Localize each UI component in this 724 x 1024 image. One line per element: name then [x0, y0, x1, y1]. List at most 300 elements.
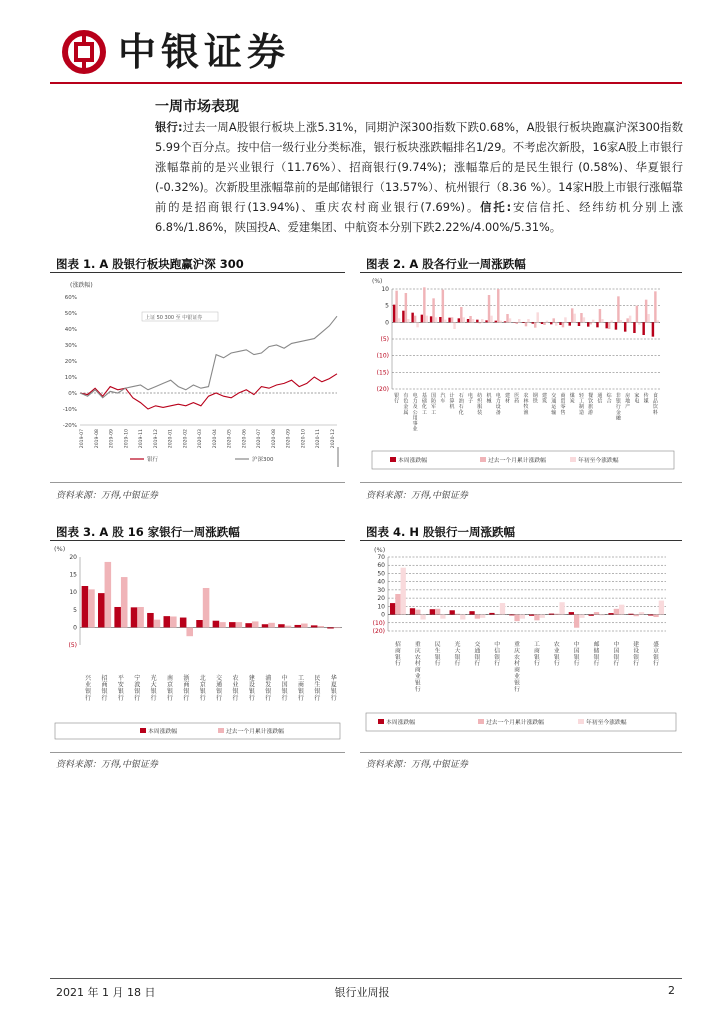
- fig2-bar: [472, 319, 474, 322]
- fig2-legend-swatch: [480, 457, 486, 462]
- fig3-legend-label: 本周涨跌幅: [148, 729, 177, 735]
- fig2-x-tick: 基础化工: [421, 393, 427, 416]
- figure1-x-tick: 2019-07: [80, 429, 85, 449]
- figure1-line-chart: [50, 275, 345, 475]
- fig2-bar: [467, 319, 469, 322]
- fig2-bar: [620, 320, 622, 322]
- fig4-bar: [469, 611, 474, 614]
- fig4-y-tick: 10: [377, 603, 385, 611]
- fig4-bar: [554, 614, 559, 615]
- fig3-x-tick: 南京银行: [167, 675, 174, 702]
- fig3-bar: [245, 623, 252, 627]
- figure1-x-tick: 2019-10: [124, 429, 130, 449]
- fig2-bar: [654, 291, 656, 322]
- fig3-bar: [252, 621, 259, 627]
- fig4-x-tick: 光大银行: [454, 642, 461, 668]
- fig2-x-tick: 国防军工: [431, 393, 437, 416]
- figure1-y-tick: 0%: [68, 391, 77, 397]
- figure1-x-tick: 2020-09: [286, 429, 292, 449]
- fig2-bar: [569, 322, 571, 325]
- figure1-x-tick: 2020-12: [331, 429, 336, 449]
- figure1-title: 图表 1. A 股银行板块跑赢沪深 300: [56, 257, 244, 271]
- fig2-bar: [442, 290, 444, 323]
- fig2-bar: [599, 309, 601, 322]
- fig4-y-tick: 60: [377, 562, 385, 570]
- fig3-x-tick: 中国银行: [281, 675, 288, 702]
- figure1-top-rule: [50, 272, 345, 273]
- fig2-bar: [626, 318, 628, 322]
- fig2-bar: [541, 322, 543, 324]
- fig4-bar: [549, 614, 554, 615]
- fig3-y-tick: 15: [69, 571, 77, 579]
- fig2-x-tick: 食品饮料: [652, 393, 658, 416]
- footer-rule: [50, 978, 682, 979]
- fig4-y-tick: 30: [377, 586, 385, 594]
- fig4-y-tick: 70: [377, 554, 385, 561]
- fig4-bar: [529, 615, 534, 616]
- fig3-x-tick: 平安银行: [117, 675, 124, 702]
- fig3-bar: [213, 621, 220, 628]
- fig2-bar: [608, 322, 610, 329]
- fig2-bar: [578, 322, 580, 326]
- figure2-unit: (%): [372, 278, 383, 285]
- fig4-y-tick: 50: [377, 570, 385, 578]
- fig4-y-tick: 0: [381, 611, 385, 619]
- fig2-bar: [657, 320, 659, 322]
- fig3-bar: [105, 562, 112, 627]
- figure3-legend-box: [55, 723, 340, 739]
- fig4-y-tick: (10): [372, 619, 385, 627]
- fig2-bar: [463, 317, 465, 322]
- fig4-x-tick: 盛京银行: [653, 642, 659, 668]
- fig4-bar: [648, 615, 653, 616]
- fig2-bar: [479, 322, 481, 323]
- figure1-legend-label: 沪深300: [252, 457, 274, 463]
- figure1-x-tick: 2020-03: [198, 429, 204, 449]
- market-summary-paragraph: [155, 118, 683, 238]
- fig2-legend-swatch: [390, 457, 396, 462]
- fig4-bar: [390, 603, 395, 614]
- fig2-bar: [435, 317, 437, 322]
- fig3-bar: [317, 626, 324, 627]
- fig3-bar: [170, 616, 177, 627]
- fig2-bar: [638, 322, 640, 324]
- fig2-legend-label: 本周涨跌幅: [398, 458, 427, 464]
- fig2-bar: [543, 322, 545, 325]
- fig2-bar: [636, 306, 638, 323]
- fig3-bar: [236, 622, 243, 627]
- fig2-bar: [506, 314, 508, 322]
- fig2-x-tick: 综合: [606, 393, 612, 405]
- fig3-y-tick: 0: [73, 624, 77, 632]
- fig2-bar: [550, 322, 552, 324]
- fig2-bar: [562, 322, 564, 327]
- fig4-x-tick: 交通银行: [474, 642, 481, 668]
- fig4-bar: [440, 615, 445, 619]
- figure1-x-tick: 2019-08: [94, 429, 100, 449]
- fig3-y-tick: 20: [69, 554, 77, 561]
- fig2-x-tick: 计算机: [449, 393, 455, 411]
- fig2-bar: [481, 319, 483, 322]
- fig4-bar: [653, 615, 658, 617]
- fig2-y-tick: (5): [380, 336, 389, 343]
- fig2-bar: [407, 319, 409, 322]
- fig2-bar: [596, 322, 598, 327]
- footer-page-number: 2: [668, 984, 675, 997]
- fig3-bar: [114, 607, 121, 627]
- fig2-bar: [645, 300, 647, 323]
- fig4-y-tick: 20: [377, 595, 385, 603]
- fig2-legend-swatch: [570, 457, 576, 462]
- fig4-y-tick: 40: [377, 578, 385, 586]
- fig2-bar: [504, 321, 506, 322]
- fig2-bar: [405, 293, 407, 322]
- fig2-bar: [629, 316, 631, 323]
- fig4-x-tick: 建设银行: [633, 642, 640, 668]
- fig2-x-tick: 商贸零售: [560, 393, 566, 416]
- fig4-bar: [579, 615, 584, 618]
- fig2-bar: [490, 316, 492, 323]
- fig3-x-tick: 交通银行: [216, 675, 223, 702]
- figure1-y-tick: 30%: [64, 343, 77, 349]
- figure2-title: 图表 2. A 股各行业一周涨跌幅: [366, 257, 526, 271]
- fig3-x-tick: 华夏银行: [330, 675, 337, 702]
- fig2-x-tick: 医药: [514, 393, 520, 405]
- fig3-x-tick: 浙商银行: [183, 675, 190, 702]
- fig2-bar: [426, 316, 428, 323]
- fig2-bar: [516, 322, 518, 324]
- fig4-bar: [589, 615, 594, 616]
- fig4-x-tick: 中信银行: [494, 642, 501, 668]
- fig2-x-tick: 餐饮旅游: [588, 393, 594, 416]
- figure3-bottom-rule: [50, 752, 345, 753]
- fig4-bar: [475, 615, 480, 619]
- fig2-y-tick: (10): [376, 352, 389, 360]
- fig2-x-tick: 煤炭: [569, 393, 575, 405]
- figure1-x-tick: 2020-06: [242, 429, 248, 449]
- fig3-y-tick: (5): [68, 642, 77, 649]
- fig2-bar: [624, 322, 626, 331]
- fig4-legend-swatch: [478, 719, 484, 724]
- fig3-bar: [164, 616, 171, 627]
- fig2-x-tick: 石油石化: [458, 393, 464, 416]
- figure4-top-rule: [360, 540, 682, 541]
- fig2-bar: [495, 321, 497, 323]
- fig2-bar: [469, 316, 471, 322]
- figure1-x-tick: 2020-11: [316, 429, 322, 449]
- fig4-bar: [489, 613, 494, 615]
- fig2-x-tick: 电子: [468, 393, 474, 405]
- fig3-x-tick: 民生银行: [314, 675, 321, 702]
- figure3-source: 资料来源：万得,中银证券: [56, 760, 158, 770]
- fig2-bar: [423, 287, 425, 322]
- fig4-bar: [480, 615, 485, 618]
- fig4-x-tick: 工商银行: [534, 642, 540, 668]
- fig3-bar: [88, 589, 95, 627]
- figure1-x-tick: 2020-02: [183, 429, 189, 449]
- fig3-x-tick: 宁波银行: [134, 675, 141, 702]
- fig2-bar: [555, 322, 557, 325]
- fig2-bar: [652, 322, 654, 336]
- fig3-bar: [186, 627, 193, 636]
- fig2-bar: [605, 322, 607, 328]
- section-title: 一周市场表现: [155, 99, 239, 115]
- fig4-bar: [639, 612, 644, 614]
- figure1-x-tick: 2020-10: [301, 429, 307, 449]
- fig4-bar: [559, 602, 564, 614]
- fig2-bar: [414, 316, 416, 323]
- fig2-bar: [518, 319, 520, 322]
- fig4-x-tick: 重庆农村商业银行: [414, 642, 421, 693]
- fig4-legend-label: 本周涨跌幅: [386, 720, 415, 726]
- fig2-bar: [458, 318, 460, 322]
- fig2-bar: [552, 318, 554, 322]
- fig2-x-tick: 轻工制造: [578, 393, 584, 416]
- fig4-bar: [435, 609, 440, 615]
- fig3-x-tick: 工商银行: [298, 675, 305, 702]
- trust-label: 信托:: [480, 201, 512, 214]
- fig3-bar: [121, 577, 128, 627]
- figure4-title: 图表 4. H 股银行一周涨跌幅: [366, 525, 516, 539]
- fig2-bar: [546, 321, 548, 323]
- figure3-unit: (%): [54, 545, 66, 553]
- fig2-bar: [416, 322, 418, 327]
- fig2-x-tick: 纺织服装: [477, 393, 483, 416]
- fig3-bar: [219, 622, 226, 627]
- fig3-x-tick: 兴业银行: [85, 675, 92, 702]
- fig3-bar: [180, 618, 187, 628]
- fig2-x-tick: 非银行金融: [615, 393, 621, 422]
- fig3-legend-label: 过去一个月累计涨跌幅: [226, 729, 284, 735]
- fig2-bar: [393, 305, 395, 323]
- figure1-x-tick: 2020-08: [271, 429, 277, 449]
- figure1-y-tick: 40%: [64, 327, 77, 333]
- figure2-bar-chart: [360, 275, 682, 475]
- fig2-bar: [610, 320, 612, 322]
- fig4-legend-swatch: [378, 719, 384, 724]
- fig2-x-tick: 钢铁: [532, 393, 538, 405]
- fig4-x-tick: 重庆农村商业银行: [514, 642, 520, 693]
- fig4-bar: [500, 603, 505, 615]
- fig2-bar: [573, 314, 575, 323]
- fig2-x-tick: 银行: [394, 393, 400, 405]
- fig2-x-tick: 建材: [505, 393, 511, 405]
- figure1-y-tick: 10%: [64, 375, 77, 381]
- fig4-bar: [460, 615, 465, 620]
- fig2-bar: [476, 320, 478, 323]
- figure1-bottom-rule: [50, 482, 345, 483]
- fig2-bar: [402, 311, 404, 323]
- fig2-legend-label: 过去一个月累计涨跌幅: [488, 458, 546, 464]
- fig2-bar: [534, 322, 536, 327]
- figure2-bottom-rule: [360, 482, 682, 483]
- fig4-legend-label: 年初至今涨跌幅: [586, 720, 627, 726]
- fig4-bar: [395, 594, 400, 615]
- fig4-bar: [574, 615, 579, 628]
- fig3-bar: [82, 586, 89, 627]
- fig2-bar: [532, 322, 534, 323]
- fig2-bar: [485, 320, 487, 322]
- fig2-x-tick: 电力及公用事业: [412, 393, 418, 433]
- fig4-bar: [450, 610, 455, 614]
- fig2-y-tick: 10: [381, 286, 389, 293]
- fig4-bar: [659, 601, 664, 615]
- fig3-x-tick: 光大银行: [150, 675, 157, 702]
- figure1-x-tick: 2019-11: [139, 429, 145, 449]
- fig4-bar: [420, 615, 425, 620]
- fig2-bar: [451, 317, 453, 322]
- fig2-x-tick: 家电: [634, 393, 640, 405]
- fig2-bar: [411, 313, 413, 323]
- figure1-y-tick: 50%: [64, 311, 77, 317]
- fig3-x-tick: 招商银行: [101, 675, 108, 702]
- fig2-x-tick: 汽车: [440, 393, 446, 405]
- fig2-bar: [580, 313, 582, 322]
- fig3-bar: [147, 613, 154, 627]
- fig3-bar: [285, 626, 292, 628]
- fig3-x-tick: 浦发银行: [265, 675, 272, 702]
- figure1-legend-label: 银行: [147, 457, 159, 463]
- fig2-bar: [559, 322, 561, 325]
- fig4-bar: [430, 609, 435, 614]
- fig3-bar: [196, 620, 203, 627]
- fig4-bar: [619, 605, 624, 615]
- figure3-bar-chart: [50, 543, 345, 745]
- fig4-legend-label: 过去一个月累计涨跌幅: [486, 720, 544, 726]
- fig4-bar: [608, 613, 613, 614]
- figure1-x-tick: 2020-04: [212, 429, 218, 449]
- fig3-bar: [334, 627, 341, 628]
- figure1-x-tick: 2019-12: [153, 429, 159, 449]
- fig2-bar: [453, 322, 455, 329]
- fig4-bar: [634, 615, 639, 617]
- header-rule: [50, 82, 682, 84]
- fig2-bar: [488, 295, 490, 322]
- fig4-x-tick: 农业银行: [553, 642, 560, 668]
- fig4-bar: [455, 614, 460, 615]
- figure3-top-rule: [50, 540, 345, 541]
- fig2-x-tick: 有色金属: [403, 393, 409, 416]
- fig2-bar: [439, 317, 441, 322]
- fig3-bar: [278, 624, 285, 627]
- fig3-x-tick: 建设银行: [248, 675, 255, 702]
- fig3-bar: [311, 625, 318, 627]
- figure1-series-line-0: [80, 374, 337, 409]
- fig3-x-tick: 农业银行: [232, 675, 239, 702]
- fig2-bar: [525, 322, 527, 326]
- figure4-bottom-rule: [360, 752, 682, 753]
- figure4-source: 资料来源：万得,中银证券: [366, 760, 468, 770]
- fig2-bar: [587, 322, 589, 326]
- fig2-x-tick: 机械: [486, 393, 492, 405]
- fig2-x-tick: 建筑: [541, 393, 547, 405]
- fig2-bar: [448, 318, 450, 323]
- fig4-bar: [628, 614, 633, 615]
- fig2-bar: [421, 315, 423, 323]
- fig4-bar: [410, 608, 415, 614]
- brand-name: 中银证券: [118, 29, 291, 74]
- footer-date: 2021 年 1 月 18 日: [56, 986, 156, 999]
- fig3-bar: [154, 620, 161, 628]
- figure1-inset-label: 上证 50 300 至 中银证券: [145, 315, 203, 321]
- fig2-bar: [398, 318, 400, 322]
- fig4-bar: [534, 615, 539, 621]
- fig2-bar: [444, 320, 446, 323]
- fig4-bar: [520, 615, 525, 619]
- fig3-bar: [268, 623, 275, 628]
- figure1-x-tick: 2020-05: [227, 429, 233, 449]
- fig3-legend-swatch: [218, 728, 224, 733]
- fig3-legend-swatch: [140, 728, 146, 733]
- bank-label: 银行:: [155, 121, 183, 134]
- fig4-bar: [599, 615, 604, 616]
- fig2-x-tick: 农林牧渔: [523, 393, 529, 416]
- fig2-x-tick: 通信: [597, 393, 603, 405]
- fig2-bar: [601, 319, 603, 322]
- fig2-bar: [460, 307, 462, 322]
- fig2-bar: [589, 322, 591, 324]
- fig2-bar: [615, 322, 617, 329]
- figure2-top-rule: [360, 272, 682, 273]
- fig4-bar: [540, 615, 545, 618]
- fig2-bar: [395, 291, 397, 323]
- fig3-bar: [98, 593, 105, 627]
- fig4-legend-swatch: [578, 719, 584, 724]
- fig2-x-tick: 房地产: [625, 393, 631, 411]
- trust-text: 安信信托、经纬纺机分别上涨6.8%/1.86%，陕国投A、爱建集团、中航资本分别下跌2.22%/4.00%/5.31%。: [155, 201, 683, 234]
- boc-logo-icon: [62, 30, 106, 74]
- figure1-y-tick: 60%: [64, 295, 77, 301]
- figure1-y-tick: -20%: [62, 423, 77, 429]
- figure1-x-tick: 2020-07: [257, 429, 263, 449]
- fig4-bar: [401, 568, 406, 615]
- figure4-bar-chart: [360, 543, 682, 745]
- fig3-x-tick: 北京银行: [199, 675, 206, 702]
- figure2-source: 资料来源：万得,中银证券: [366, 491, 468, 501]
- fig4-bar: [514, 615, 519, 622]
- fig2-x-tick: 传媒: [643, 393, 649, 405]
- fig4-x-tick: 招商银行: [395, 642, 401, 668]
- fig2-bar: [633, 322, 635, 333]
- figure1-y-tick: 20%: [64, 359, 77, 365]
- fig2-bar: [647, 314, 649, 322]
- figure1-x-tick: 2020-01: [168, 429, 174, 449]
- fig2-y-tick: 0: [385, 319, 389, 327]
- fig2-bar: [642, 322, 644, 335]
- figure1-y-tick: -10%: [62, 407, 77, 413]
- fig3-bar: [131, 607, 138, 627]
- fig2-bar: [592, 320, 594, 323]
- fig2-bar: [617, 296, 619, 322]
- fig3-bar: [229, 622, 236, 627]
- fig2-x-tick: 交通运输: [551, 393, 557, 416]
- fig3-y-tick: 10: [69, 589, 77, 597]
- fig3-y-tick: 5: [73, 606, 77, 614]
- fig4-y-tick: (20): [372, 628, 385, 635]
- fig2-bar: [527, 319, 529, 322]
- footer-report-name: 银行业周报: [334, 986, 390, 999]
- fig2-bar: [583, 317, 585, 322]
- figure1-source: 资料来源：万得,中银证券: [56, 491, 158, 501]
- fig3-bar: [203, 588, 210, 627]
- fig3-bar: [327, 627, 334, 628]
- fig2-bar: [564, 317, 566, 322]
- figure1-unit: (涨跌幅): [70, 282, 93, 289]
- fig4-bar: [569, 612, 574, 614]
- fig2-bar: [571, 308, 573, 322]
- fig4-bar: [415, 610, 420, 615]
- figure1-x-tick: 2019-09: [109, 429, 115, 449]
